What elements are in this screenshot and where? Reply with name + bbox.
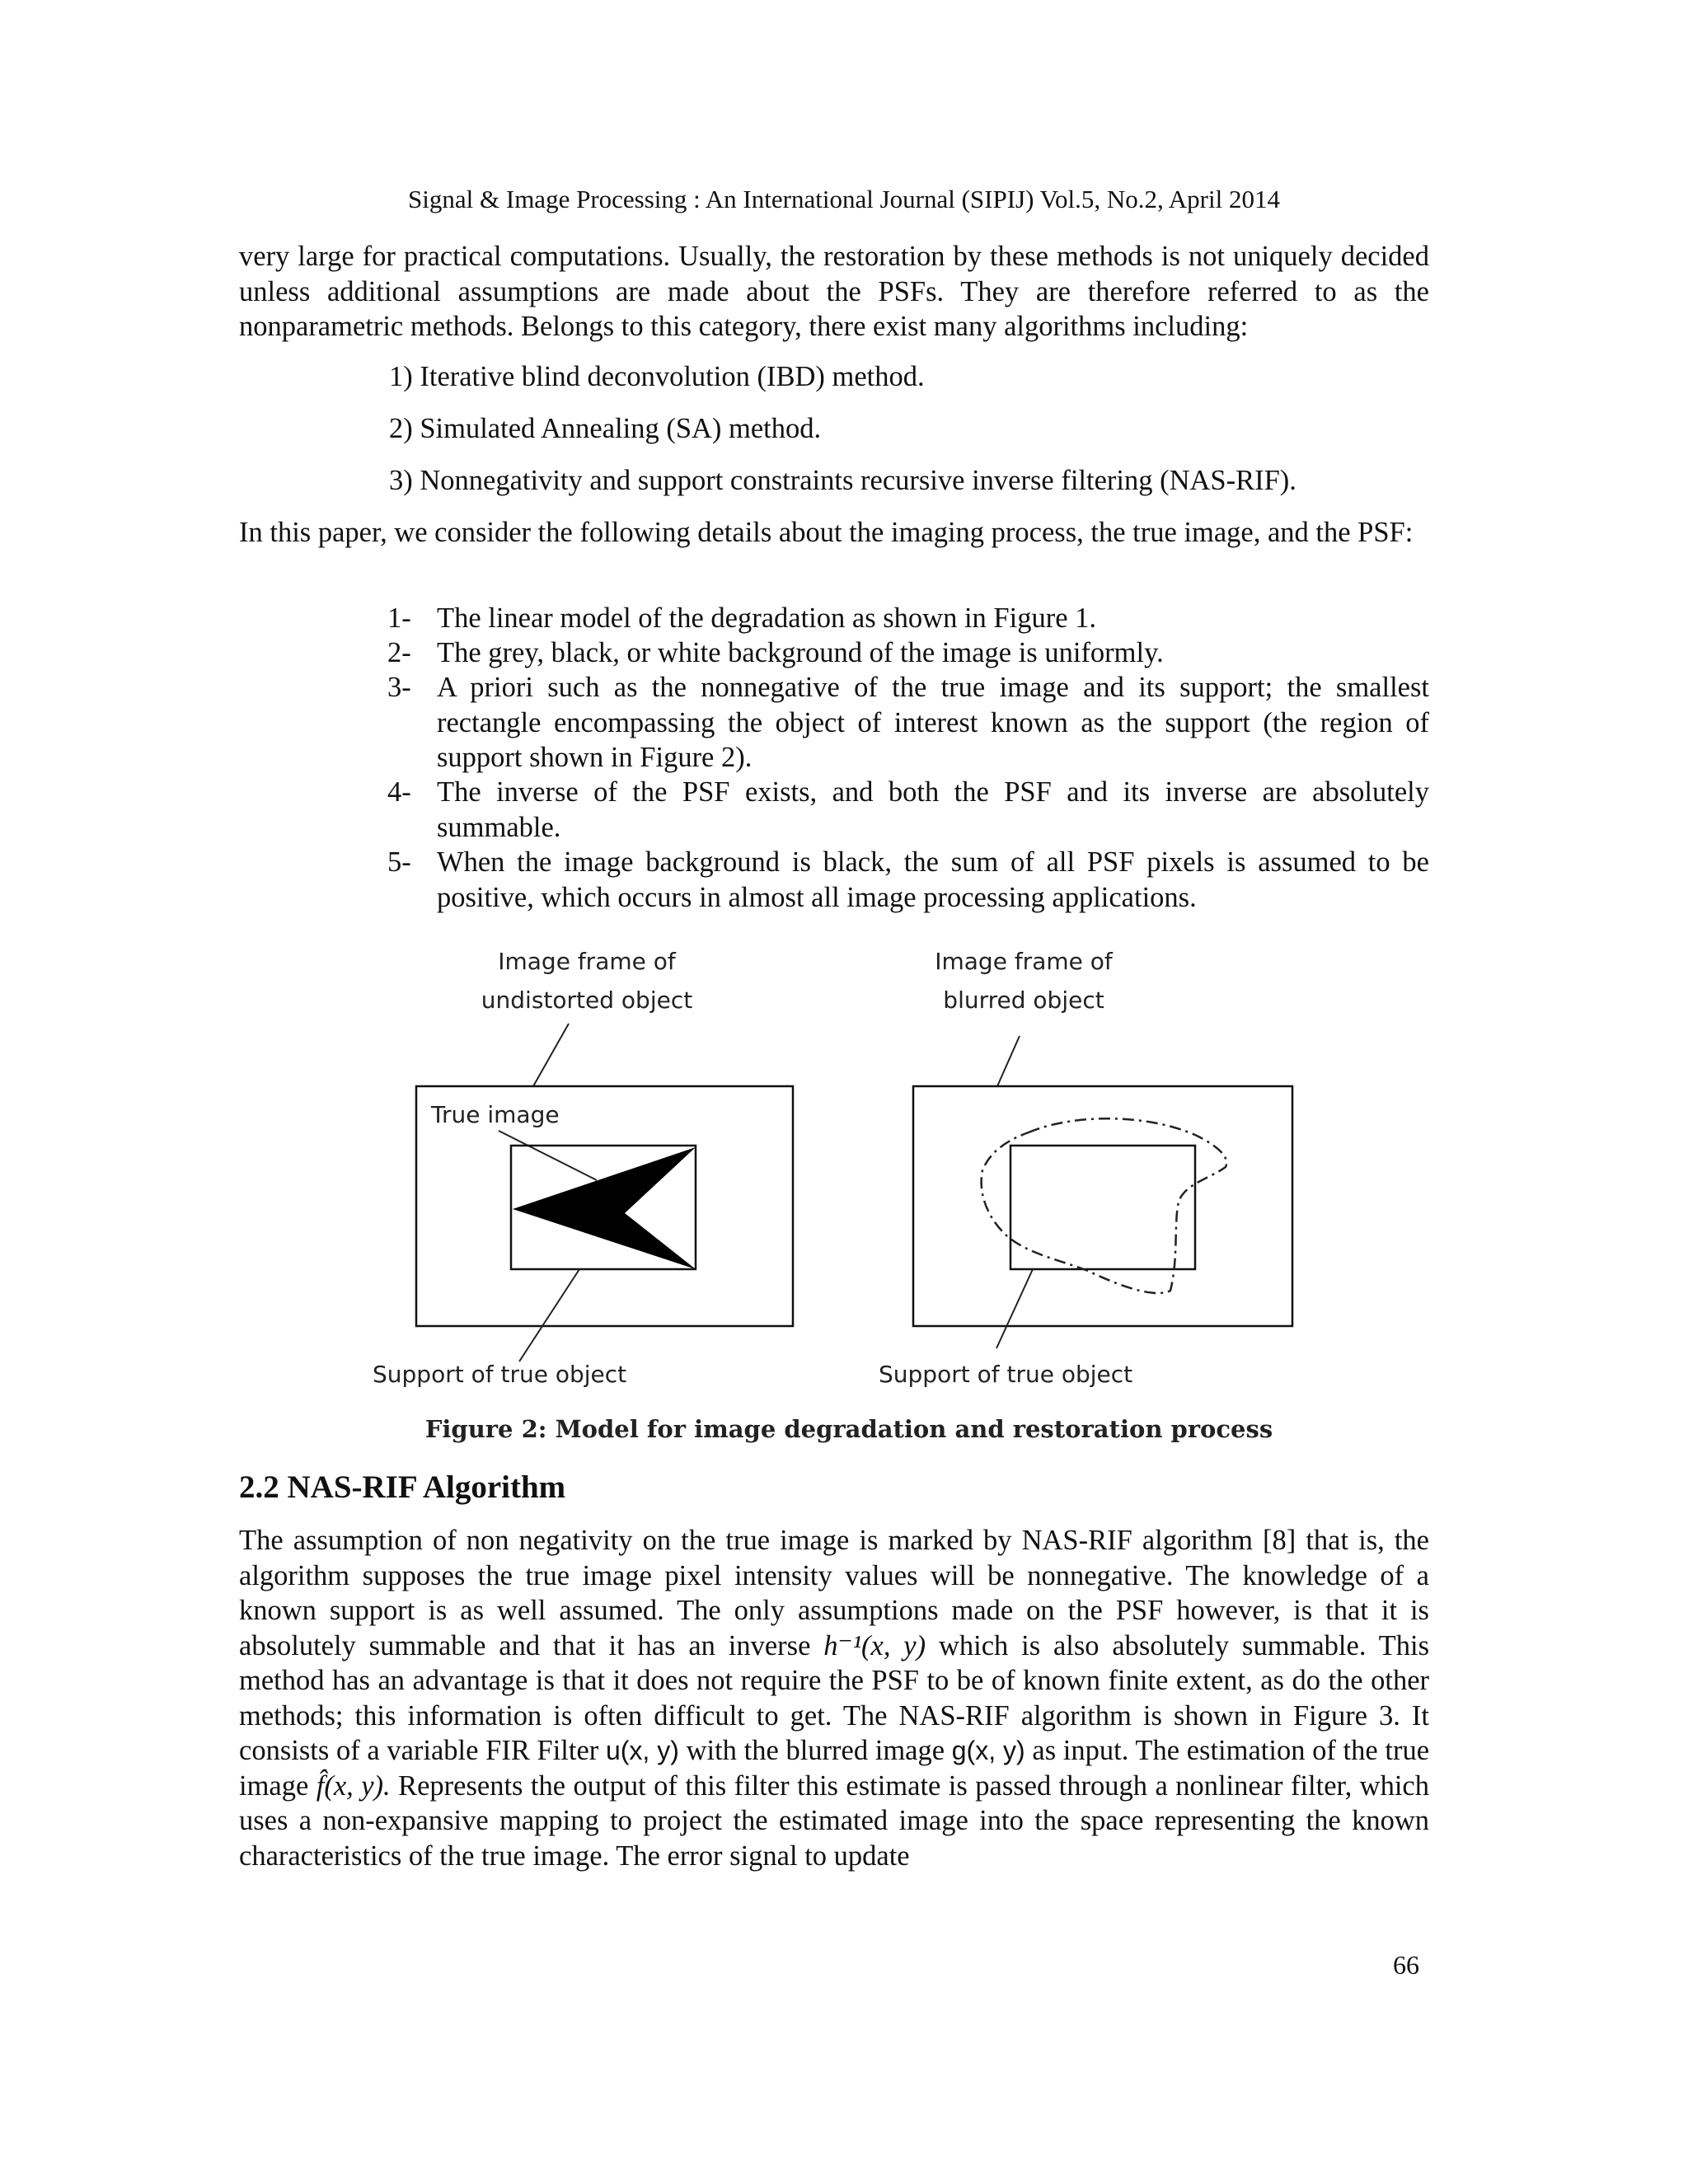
method-item-2: 2) Simulated Annealing (SA) method. (389, 413, 822, 444)
assumption-number: 4- (387, 776, 411, 808)
true-image-pointer (499, 1131, 597, 1180)
body-text-4: as input. The estimation of the true image (239, 1735, 1430, 1802)
true-image-label: True image (431, 1101, 560, 1128)
right-frame-label-line2: blurred object (943, 987, 1104, 1014)
inverse-psf-math: h⁻¹(x, y) (823, 1629, 926, 1661)
assumption-text: A priori such as the nonnegative of the true image and its support; the smallest rectangle encompassing the object of interest known as the support (the region of support shown in Figure 2). (437, 672, 1429, 773)
running-header: Signal & Image Processing : An International Journal (SIPIJ) Vol.5, No.2, April 2014 (408, 185, 1280, 213)
assumption-text: When the image background is black, the sum of all PSF pixels is assumed to be positive, which occurs in almost all image processing applications. (437, 846, 1429, 913)
right-frame-pointer (997, 1036, 1020, 1086)
left-support-pointer (519, 1269, 579, 1361)
right-frame-label-line1: Image frame of (935, 948, 1113, 975)
assumption-number: 1- (387, 602, 411, 634)
intro-paragraph: very large for practical computations. Usually, the restoration by these methods is not uniquely decided unless additional assumptions are made about the PSFs. They are therefore referred to as the nonparametric methods. Belongs to this category, there exist many algorithms including: (239, 241, 1429, 342)
left-frame-label-line1: Image frame of (498, 948, 676, 975)
assumption-text: The linear model of the degradation as shown in Figure 1. (437, 602, 1097, 634)
right-support-pointer (996, 1269, 1033, 1348)
left-frame-label-line2: undistorted object (481, 987, 693, 1014)
blurred-image-math: g(x, y) (951, 1736, 1025, 1765)
assumption-number: 3- (387, 672, 411, 703)
left-support-label: Support of true object (373, 1361, 627, 1388)
filter-math: u(x, y) (605, 1736, 679, 1765)
true-object-arrowhead-shape (513, 1147, 696, 1269)
section-title: 2.2 NAS-RIF Algorithm (239, 1469, 566, 1505)
method-item-1: 1) Iterative blind deconvolution (IBD) method. (389, 361, 925, 392)
assumption-text: The inverse of the PSF exists, and both the PSF and its inverse are absolutely summable. (437, 776, 1429, 843)
page-number: 66 (1393, 1950, 1419, 1980)
blurred-support-box (1010, 1146, 1195, 1269)
left-frame-pointer (533, 1024, 569, 1086)
estimate-math: f̂(x, y). (316, 1769, 391, 1802)
details-intro: In this paper, we consider the following details about the imaging process, the true image, and the PSF: (239, 517, 1414, 548)
assumption-number: 5- (387, 846, 411, 878)
assumption-text: The grey, black, or white background of the image is uniformly. (437, 637, 1164, 668)
blurred-image-frame (913, 1086, 1292, 1326)
figure-caption: Figure 2: Model for image degradation and restoration process (424, 1415, 1273, 1443)
nasrif-paragraph (239, 1523, 1429, 1873)
right-support-label: Support of true object (879, 1361, 1133, 1388)
assumption-number: 2- (387, 637, 411, 668)
body-text-5: Represents the output of this filter this estimate is passed through a nonlinear filter, which uses a non-expansive mapping to project the estimated image into the space representing the known characteristics of the true image. The error signal to update (239, 1769, 1429, 1872)
body-text-3: with the blurred image (686, 1735, 945, 1766)
body-text-1: The assumption of non negativity on the true image is marked by NAS-RIF algorithm [8] that is, the algorithm supposes the true image pixel intensity values will be nonnegative. The knowledge of a known support is as well assumed. The only assumptions made on the PSF however, is that it is absolutely summable and that it has an inverse (239, 1525, 1429, 1661)
method-item-3: 3) Nonnegativity and support constraints recursive inverse filtering (NAS-RIF). (389, 465, 1296, 496)
body-text-2: which is also absolutely summable. This method has an advantage is that it does not require the PSF to be of known finite extent, as do the other methods; this information is often difficult to get. The NAS-RIF algorithm is shown in Figure 3. It consists of a variable FIR Filter (239, 1629, 1429, 1766)
